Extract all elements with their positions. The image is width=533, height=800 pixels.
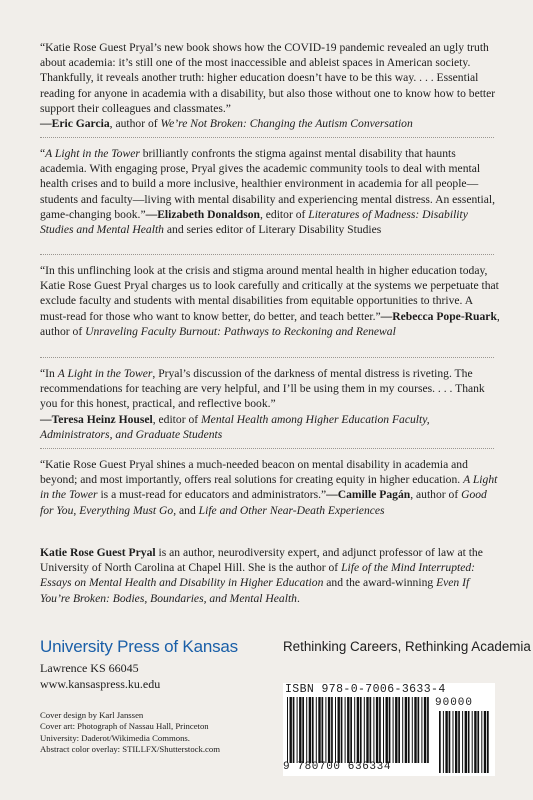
barcode-bar: [293, 697, 295, 763]
barcode-bar: [402, 697, 403, 763]
price-addon-bars: [435, 711, 493, 773]
barcode-bar: [312, 697, 314, 763]
price-addon-number: 90000: [435, 697, 474, 709]
credit-line: University: Daderot/Wikimedia Commons.: [40, 732, 190, 743]
barcode-bar: [414, 697, 416, 763]
barcode-bar: [412, 697, 413, 763]
cover-credits: [40, 710, 280, 756]
divider: [40, 137, 494, 138]
barcode-bar: [449, 711, 451, 773]
publisher-website: www.kansaspress.ku.edu: [40, 677, 161, 691]
barcode-bar: [335, 697, 336, 763]
barcode-bar: [322, 697, 324, 763]
barcode-bar: [465, 711, 467, 773]
bio-text: is an author, neurodiversity expert, and adjunct professor of law at the University of North Carolina at Chapel Hill. She is the author of: [40, 546, 483, 575]
blurb-garcia: [40, 40, 500, 131]
blurb-work-title: We’re Not Broken: Changing the Autism Conversation: [160, 117, 413, 131]
barcode-bar: [354, 697, 355, 763]
blurb-author: —Elizabeth Donaldson: [145, 207, 260, 221]
blurb-author-role: , author of: [109, 117, 161, 131]
barcode-bar: [331, 697, 333, 763]
blurb-work-title-3: Life and Other Near-Death Experiences: [198, 503, 385, 517]
barcode-bar: [439, 711, 441, 773]
blurb-text-2: is a must-read for educators and administrators.”: [97, 488, 327, 502]
barcode-bar: [357, 697, 359, 763]
blurb-author-role-extra: and series editor of Literary Disability Studies: [163, 223, 382, 237]
barcode-bar: [472, 711, 473, 773]
bio-author-name: Katie Rose Guest Pryal: [40, 546, 156, 559]
barcode-bar: [318, 697, 320, 763]
blurb-work-title-2: Everything Must Go: [79, 503, 174, 517]
barcode-bar: [468, 711, 470, 773]
barcode-bar: [477, 711, 479, 773]
barcode-bar: [455, 711, 457, 773]
barcode-bar: [393, 697, 394, 763]
blurb-text: “Katie Rose Guest Pryal shines a much-needed beacon on mental disability in academia and beyond; and most importantly, offers real solutions for creating equity in higher education.: [40, 458, 468, 487]
blurb-author-role: , editor of: [259, 207, 309, 221]
blurb-text: brilliantly confronts the stigma against mental disability that haunts academia. With engaging prose, Pryal gives the academic community tools to deal with mental health crises and to build a more inclusive, healthier environment in academia for all people—students and faculty—living with mental disability and experiencing mental distress. An essential, game-changing book.”: [40, 147, 495, 221]
barcode-bar: [389, 697, 391, 763]
barcode-bar: [395, 697, 397, 763]
barcode-bar: [370, 697, 372, 763]
barcode-bar: [299, 697, 301, 763]
barcode-bar: [484, 711, 486, 773]
isbn-number: ISBN 978-0-7006-3633-4: [285, 683, 446, 696]
blurb-pagan: [40, 457, 500, 518]
bio-book-title-2: Even If You’re Broken: Bodies, Boundaries, and Mental Health: [40, 576, 470, 605]
barcode-bar: [474, 711, 476, 773]
credit-line: Abstract color overlay: STILLFX/Shutterstock.com: [40, 744, 220, 755]
blurb-work-title: Good for You: [40, 488, 487, 517]
blurb-open-quote: “In: [40, 367, 58, 380]
barcode-bar: [443, 711, 444, 773]
publisher-name: University Press of Kansas: [40, 637, 238, 656]
barcode-bar: [309, 697, 311, 763]
barcode-bar: [347, 697, 349, 763]
blurb-author: —Eric Garcia: [40, 117, 110, 131]
barcode-bar: [306, 697, 307, 763]
barcode-bar: [386, 697, 388, 763]
ean-barcode-bars: [283, 697, 433, 763]
barcode-bar: [398, 697, 400, 763]
series-title: Rethinking Careers, Rethinking Academia: [283, 639, 531, 654]
blurb-author-role: , author of: [40, 309, 500, 338]
barcode-bar: [408, 697, 410, 763]
blurb-text: “In this unflinching look at the crisis and stigma around mental health in higher education today, Katie Rose Guest Pryal charges us to look carefully and critically at the systems we perpetuate that exclude faculty and students with mental disabilities from equitable opportunities to thrive. A must-read for those who want to know better, do better, and teach better.”: [40, 264, 499, 323]
barcode-bar: [316, 697, 317, 763]
credit-line: Cover design by Karl Janssen: [40, 710, 144, 720]
blurb-pope-ruark: [40, 263, 500, 339]
barcode-bar: [418, 697, 420, 763]
author-bio: [40, 545, 500, 606]
barcode-bar: [366, 697, 368, 763]
barcode-bar: [453, 711, 454, 773]
barcode-bar: [427, 697, 429, 763]
barcode-bar: [458, 711, 460, 773]
blurb-housel: [40, 366, 500, 442]
barcode-bar: [338, 697, 340, 763]
barcode-bar: [350, 697, 352, 763]
blurb-author: —Teresa Heinz Housel: [40, 412, 153, 426]
barcode-bar: [290, 697, 292, 763]
blurb-book-title: A Light in the Tower: [45, 147, 140, 160]
blurb-author-role: , editor of: [152, 412, 202, 426]
blurb-author-role: , author of: [410, 488, 462, 502]
barcode-bar: [302, 697, 304, 763]
barcode-bar: [481, 711, 482, 773]
credit-line: Cover art: Photograph of Nassau Hall, Princeton: [40, 721, 209, 732]
barcode-bar: [462, 711, 463, 773]
barcode-bar: [328, 697, 330, 763]
barcode-bar: [383, 697, 384, 763]
ean-number: 9 780700 636334: [283, 761, 392, 773]
blurb-open-quote: “: [40, 147, 46, 160]
divider: [40, 448, 494, 449]
barcode-bar: [424, 697, 426, 763]
divider: [40, 254, 494, 255]
barcode-bar: [421, 697, 422, 763]
barcode-bar: [297, 697, 298, 763]
barcode-bar: [360, 697, 362, 763]
blurb-separator: , and: [173, 503, 199, 517]
blurb-text: “Katie Rose Guest Pryal’s new book shows how the COVID-19 pandemic revealed an ugly truth about academia: it’s still one of the most inaccessible and ableist spaces in American society. Thankfully, it reveals another truth: higher education doesn’t have to be this way. . . . Essential reading for anyone in academia with a disability, but also those without one to know how to better support their colleagues and classmates.”: [40, 41, 496, 115]
barcode-bar: [376, 697, 378, 763]
blurb-text: , Pryal’s discussion of the darkness of mental distress is riveting. The recommendations for teaching are very helpful, and I’ll be using them in my courses. . . . Thank you for this honest, practical, and reflective book.”: [40, 367, 485, 411]
blurb-book-title: A Light in the Tower: [40, 473, 498, 502]
barcode-bar: [487, 711, 489, 773]
barcode-bar: [345, 697, 346, 763]
isbn-barcode: [283, 683, 495, 776]
barcode-bar: [373, 697, 374, 763]
barcode-bar: [325, 697, 326, 763]
bio-text-mid: and the award-winning: [323, 576, 437, 590]
blurb-work-title: Literatures of Madness: Disability Studies and Mental Health: [40, 207, 468, 237]
blurb-author: —Rebecca Pope-Ruark: [380, 309, 497, 323]
barcode-bar: [445, 711, 447, 773]
blurb-author: —Camille Pagán: [326, 488, 411, 502]
publisher-address: Lawrence KS 66045: [40, 661, 139, 675]
bio-book-title-1: Life of the Mind Interrupted: Essays on Mental Health and Disability in Higher Education: [40, 561, 476, 590]
barcode-bar: [341, 697, 343, 763]
blurb-separator: ,: [73, 503, 80, 517]
blurb-work-title: Unraveling Faculty Burnout: Pathways to Reckoning and Renewal: [85, 324, 396, 338]
barcode-bar: [379, 697, 381, 763]
barcode-bar: [364, 697, 365, 763]
bio-text-end: .: [296, 591, 300, 605]
blurb-donaldson: [40, 146, 500, 237]
blurb-work-title: Mental Health among Higher Education Faculty, Administrators, and Graduate Students: [40, 412, 430, 441]
barcode-bar: [287, 697, 288, 763]
blurb-book-title: A Light in the Tower: [57, 367, 153, 380]
divider: [40, 357, 494, 358]
barcode-bar: [405, 697, 407, 763]
